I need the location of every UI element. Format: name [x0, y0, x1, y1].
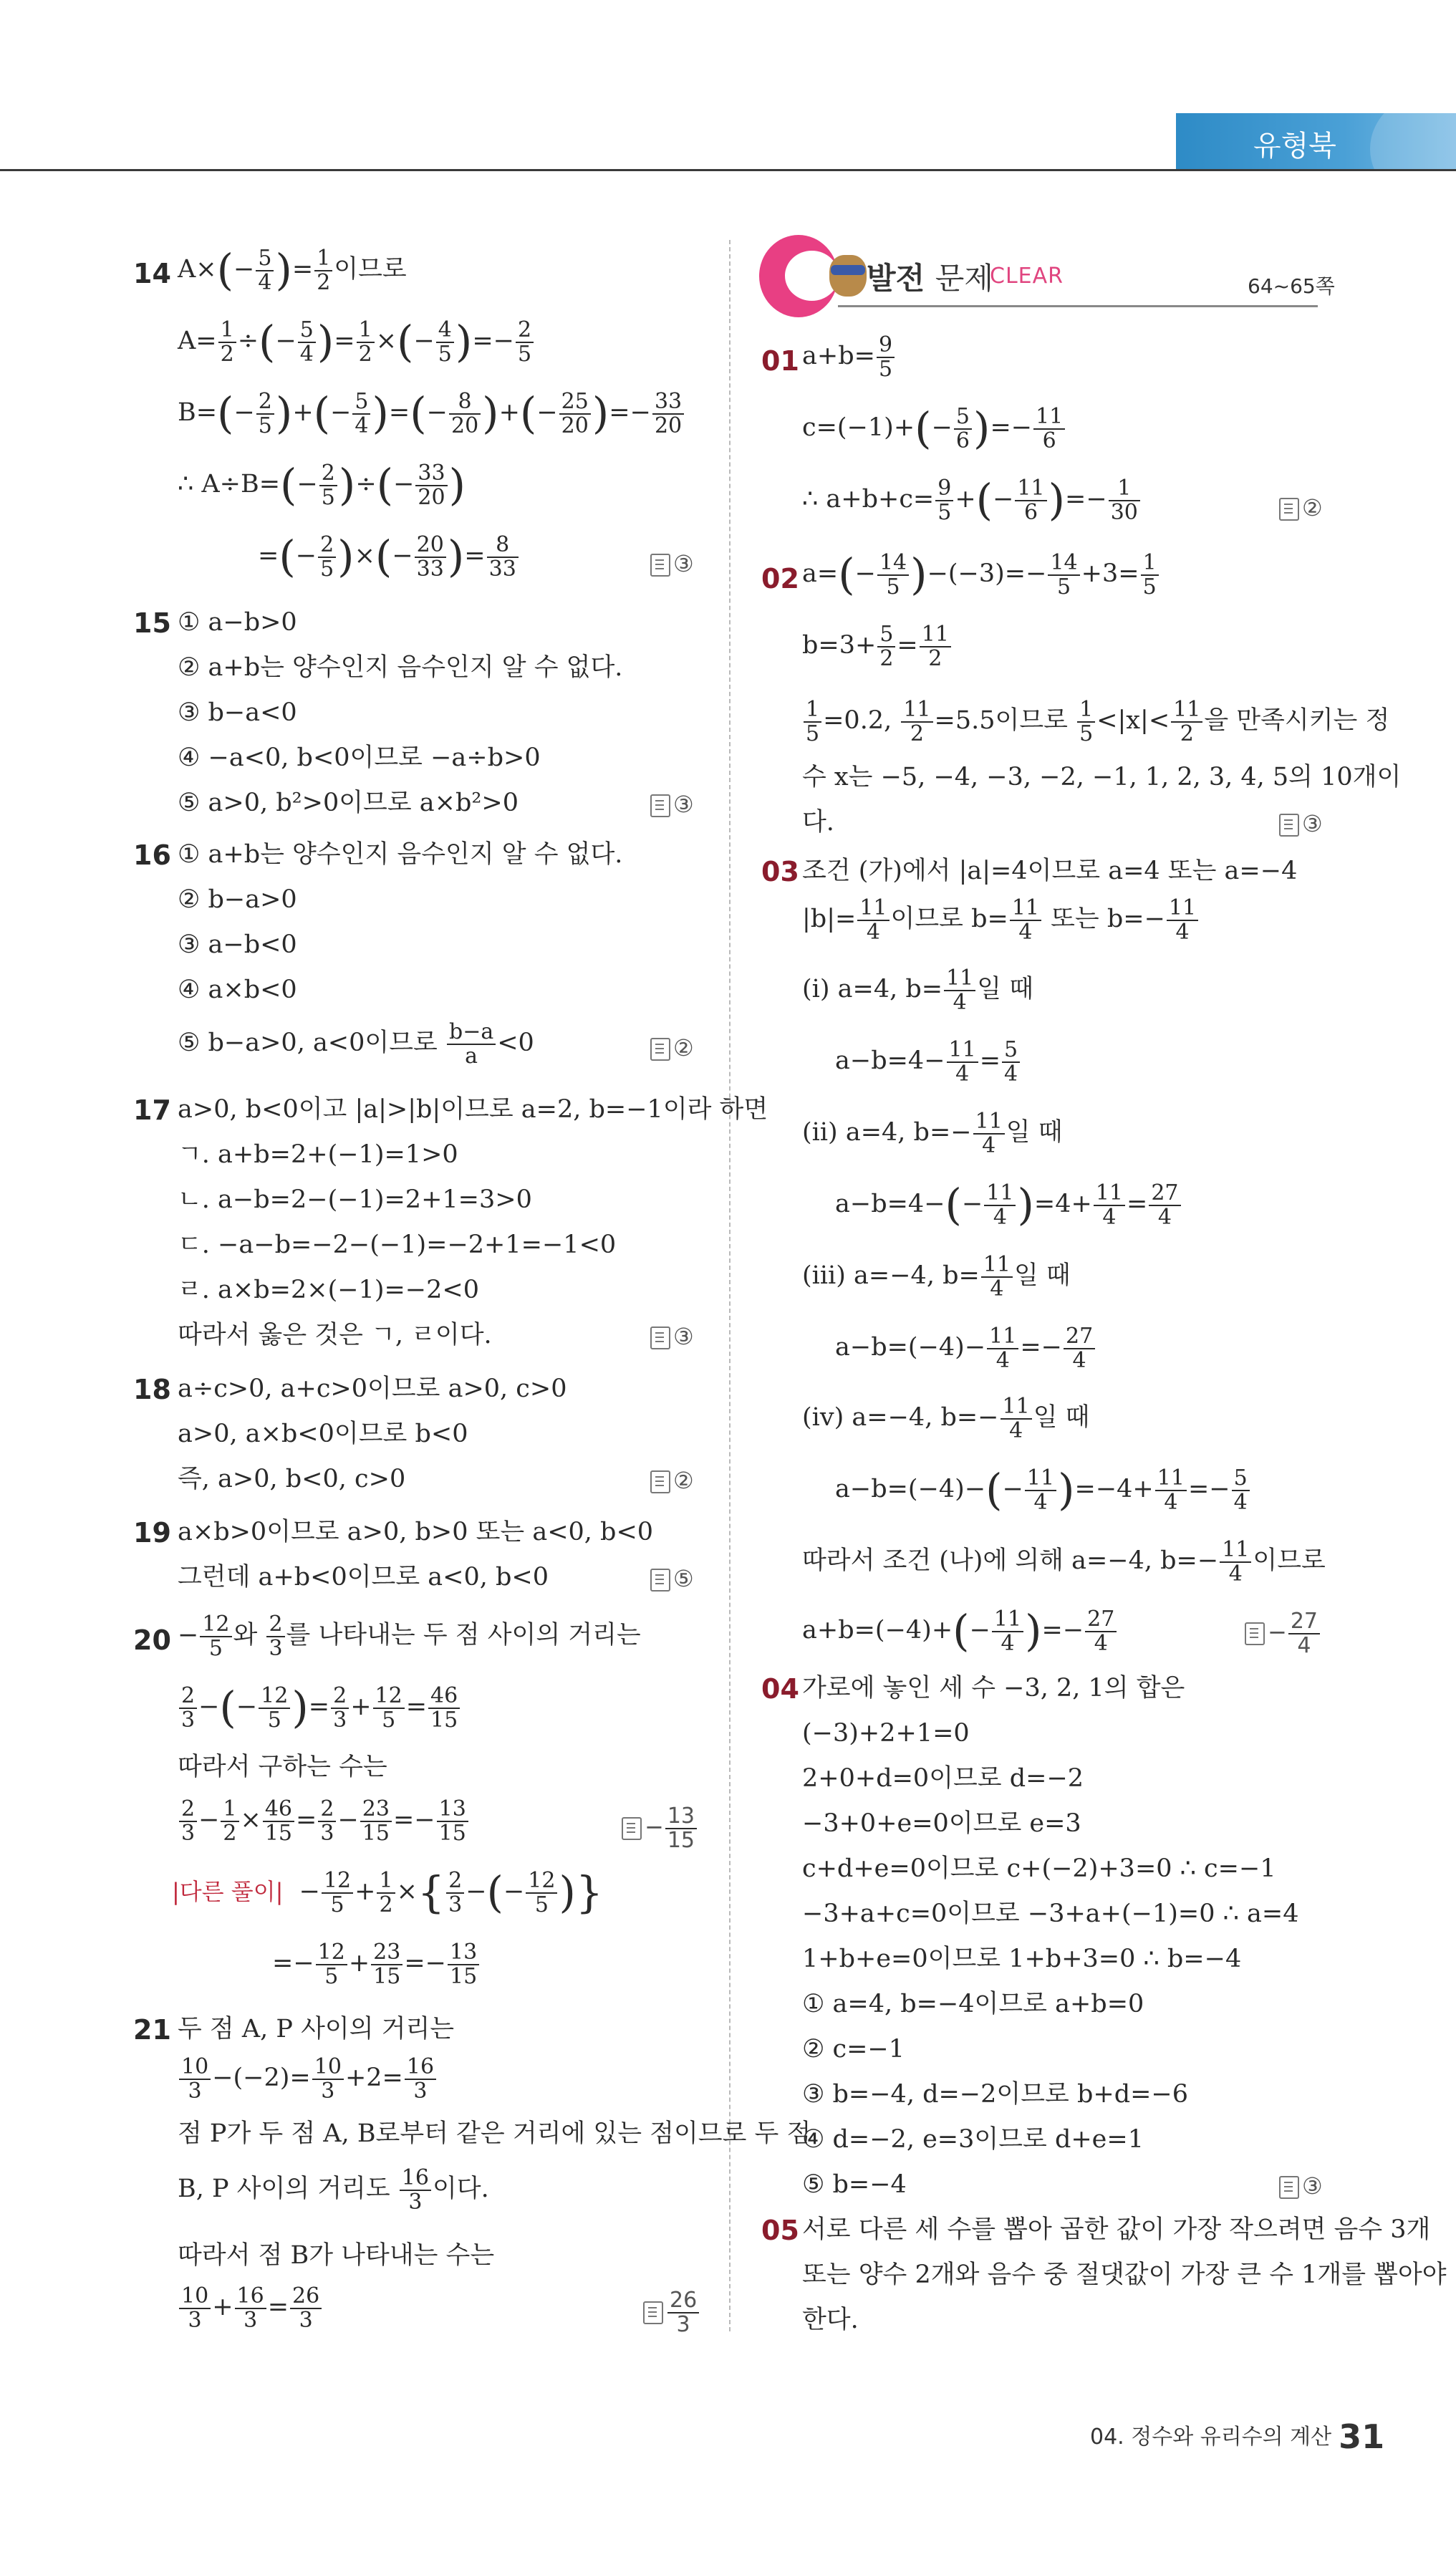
answer-mark: ③: [1279, 2172, 1323, 2200]
equation-line: A×(− $\frac{5}{4}$ )= $\frac{1}{2}$ 이므로: [178, 245, 407, 296]
problem-number: 04: [761, 1673, 799, 1705]
tab-label: 유형북: [1253, 130, 1336, 163]
equation-line: (ⅱ) a=4, b=− $\frac{11}{4}$ 일 때: [802, 1109, 1063, 1158]
mascot-glasses-icon: [831, 265, 865, 275]
list-item: −3+a+c=0이므로 −3+a+(−1)=0 ∴ a=4: [802, 1899, 1299, 1928]
problem-number: 16: [133, 839, 171, 871]
equation-line: =− $\frac{12}{5}$ + $\frac{23}{15}$ =− $\frac{13}{15}$: [272, 1941, 481, 1988]
list-item: ② c=−1: [802, 2035, 905, 2064]
equation-line: $\frac{1}{5}$ =0.2, $\frac{11}{2}$ =5.5이므로 $\frac{1}{5}$ <|x|< $\frac{11}{2}$ 을 만족시키는 정: [802, 698, 1389, 745]
equation-line: |b|= $\frac{11}{4}$ 이므로 b= $\frac{11}{4}$ 또는 b=− $\frac{11}{4}$: [802, 897, 1200, 943]
problem-number: 20: [133, 1624, 171, 1656]
clear-logo-icon: [759, 235, 838, 317]
answer-mark: ②: [650, 1034, 694, 1061]
equation-line: $\frac{2}{3}$ − $\frac{1}{2}$ × $\frac{46}{15}$ = $\frac{2}{3}$ − $\frac{23}{15}$ =− $\frac{13}{15}$: [178, 1798, 470, 1844]
section-title: 발전 문제: [867, 261, 993, 296]
page-footer: [1090, 2417, 1384, 2456]
equation-line: A= $\frac{1}{2}$ ÷(− $\frac{5}{4}$ )= $\frac{1}{2}$ ×(− $\frac{4}{5}$ )=− $\frac{2}{5}$: [178, 319, 535, 365]
list-item: a>0, b<0이고 |a|>|b|이므로 a=2, b=−1이라 하면: [178, 1095, 768, 1124]
banner-rule: [838, 305, 1318, 307]
list-item: ⑤ b=−4: [802, 2170, 907, 2199]
equation-line: (ⅲ) a=−4, b= $\frac{11}{4}$ 일 때: [802, 1252, 1071, 1301]
list-item: 따라서 옳은 것은 ㄱ, ㄹ이다.: [178, 1321, 492, 1349]
section-tab: [1176, 113, 1456, 170]
list-item: (−3)+2+1=0: [802, 1719, 970, 1748]
problem-number: 17: [133, 1094, 171, 1126]
problem-number: 18: [133, 1374, 171, 1405]
section-banner: [759, 235, 1318, 317]
equation-line: |다른 풀이| − $\frac{12}{5}$ + $\frac{1}{2}$ ×{ $\frac{2}{3}$ −(− $\frac{12}{5}$ )}: [172, 1867, 604, 1918]
answer-icon: [622, 1817, 642, 1840]
list-item: ① a−b>0: [178, 608, 297, 637]
answer-mark: ③: [650, 550, 694, 577]
equation-line: a=(− $\frac{14}{5}$ )−(−3)=− $\frac{14}{5}$ +3= $\frac{1}{5}$: [802, 552, 1160, 598]
list-item: 한다.: [802, 2306, 859, 2334]
list-item: ③ a−b<0: [178, 930, 297, 959]
text-line: 따라서 구하는 수는: [178, 1753, 387, 1781]
answer-mark: ③: [650, 1323, 694, 1350]
column-divider: [729, 240, 731, 2331]
text-line: 점 P가 두 점 A, B로부터 같은 거리에 있는 점이므로 두 점: [178, 2119, 811, 2148]
list-item: ② a+b는 양수인지 음수인지 알 수 없다.: [178, 653, 623, 682]
answer-icon: [1279, 814, 1299, 837]
equation-line: $\frac{10}{3}$ −(−2)= $\frac{10}{3}$ +2= $\frac{16}{3}$: [178, 2056, 438, 2102]
equation-line: a−b=4−(− $\frac{11}{4}$ )=4+ $\frac{11}{4}$ = $\frac{27}{4}$: [835, 1182, 1182, 1228]
problem-number: 01: [761, 345, 799, 377]
list-item: 그런데 a+b<0이므로 a<0, b<0: [178, 1563, 549, 1592]
equation-line: $\frac{10}{3}$ + $\frac{16}{3}$ = $\frac{26}{3}$: [178, 2285, 323, 2331]
problem-number: 21: [133, 2014, 171, 2046]
equation-line: $\frac{2}{3}$ −(− $\frac{12}{5}$ )= $\frac{2}{3}$ + $\frac{12}{5}$ = $\frac{46}{15}$: [178, 1685, 461, 1731]
answer-mark: $\frac{26}{3}$: [643, 2289, 700, 2336]
problem-number: 19: [133, 1517, 171, 1549]
answer-icon: [650, 1569, 670, 1592]
equation-line: B=(− $\frac{2}{5}$ )+(− $\frac{5}{4}$ )=(− $\frac{8}{20}$ )+(− $\frac{25}{20}$ )=− $\frac{33}{20}$: [178, 390, 685, 437]
answer-mark: − $\frac{13}{15}$: [622, 1805, 698, 1852]
equation-line: c=(−1)+(− $\frac{5}{6}$ )=− $\frac{11}{6}$: [802, 405, 1066, 452]
list-item: ⑤ b−a>0, a<0이므로 $\frac{b-a}{a}$ <0: [178, 1019, 534, 1069]
answer-icon: [650, 554, 670, 577]
list-item: 즉, a>0, b<0, c>0: [178, 1465, 406, 1493]
equation-line: ∴ A÷B=(− $\frac{2}{5}$ )÷(− $\frac{33}{20}$ ): [178, 460, 466, 511]
problem-number: 05: [761, 2215, 799, 2246]
text-line: B, P 사이의 거리도 $\frac{16}{3}$ 이다.: [178, 2165, 489, 2215]
list-item: ㄷ. −a−b=−2−(−1)=−2+1=−1<0: [178, 1231, 617, 1259]
text-line: 따라서 점 B가 나타내는 수는: [178, 2241, 495, 2270]
list-item: 2+0+d=0이므로 d=−2: [802, 1764, 1084, 1793]
answer-icon: [650, 1470, 670, 1493]
answer-mark: − $\frac{27}{4}$: [1245, 1610, 1321, 1657]
answer-mark: ②: [650, 1467, 694, 1494]
answer-icon: [643, 2301, 663, 2324]
list-item: ④ d=−2, e=3이므로 d+e=1: [802, 2125, 1144, 2154]
list-item: ① a=4, b=−4이므로 a+b=0: [802, 1990, 1144, 2018]
list-item: ① a+b는 양수인지 음수인지 알 수 없다.: [178, 840, 623, 869]
equation-line: ∴ a+b+c= $\frac{9}{5}$ +(− $\frac{11}{6}$ )=− $\frac{1}{30}$: [802, 477, 1142, 524]
equation-line: b=3+ $\frac{5}{2}$ = $\frac{11}{2}$: [802, 623, 953, 670]
list-item: ㄱ. a+b=2+(−1)=1>0: [178, 1140, 458, 1169]
page-range: 64~65쪽: [1248, 274, 1335, 298]
list-item: −3+0+e=0이므로 e=3: [802, 1809, 1081, 1838]
list-item: 가로에 놓인 세 수 −3, 2, 1의 합은: [802, 1674, 1185, 1703]
tab-decoration: [1370, 113, 1456, 170]
problem-number: 15: [133, 607, 171, 639]
answer-icon: [650, 1038, 670, 1061]
answer-icon: [1279, 498, 1299, 521]
equation-line: a−b=(−4)− $\frac{11}{4}$ =− $\frac{27}{4}$: [835, 1325, 1096, 1372]
equation-line: a+b= $\frac{9}{5}$: [802, 334, 896, 380]
problem-number: 03: [761, 856, 799, 887]
section-title-en: CLEAR: [990, 264, 1064, 289]
answer-mark: ②: [1279, 494, 1323, 521]
list-item: 또는 양수 2개와 음수 중 절댓값이 가장 큰 수 1개를 뽑아야: [802, 2260, 1447, 2289]
answer-mark: ⑤: [650, 1565, 694, 1592]
list-item: a×b>0이므로 a>0, b>0 또는 a<0, b<0: [178, 1518, 654, 1546]
mascot-icon: [829, 255, 867, 297]
answer-mark: ③: [1279, 810, 1323, 837]
equation-line: (ⅰ) a=4, b= $\frac{11}{4}$ 일 때: [802, 966, 1034, 1015]
list-item: ③ b−a<0: [178, 698, 297, 727]
equation-line: 따라서 조건 (나)에 의해 a=−4, b=− $\frac{11}{4}$ 이므로: [802, 1537, 1326, 1586]
list-item: ③ b=−4, d=−2이므로 b+d=−6: [802, 2080, 1189, 2109]
equation-line: (ⅳ) a=−4, b=− $\frac{11}{4}$ 일 때: [802, 1394, 1090, 1443]
alt-solution-label: |다른 풀이|: [172, 1878, 284, 1905]
list-item: ㄴ. a−b=2−(−1)=2+1=3>0: [178, 1185, 532, 1214]
equation-line: a+b=(−4)+(− $\frac{11}{4}$ )=− $\frac{27}{4}$: [802, 1608, 1118, 1655]
list-item: 서로 다른 세 수를 뽑아 곱한 값이 가장 작으려면 음수 3개: [802, 2215, 1431, 2244]
answer-icon: [1245, 1622, 1265, 1645]
list-item: ⑤ a>0, b²>0이므로 a×b²>0: [178, 789, 519, 817]
text-line: 두 점 A, P 사이의 거리는: [178, 2015, 455, 2043]
problem-number: 14: [133, 258, 171, 289]
list-item: ④ a×b<0: [178, 976, 297, 1004]
list-item: ② b−a>0: [178, 885, 297, 914]
list-item: ④ −a<0, b<0이므로 −a÷b>0: [178, 743, 541, 772]
header-rule: [0, 169, 1456, 171]
text-line: 조건 (가)에서 |a|=4이므로 a=4 또는 a=−4: [802, 857, 1298, 885]
answer-icon: [1279, 2176, 1299, 2199]
text-line: 수 x는 −5, −4, −3, −2, −1, 1, 2, 3, 4, 5의 10개이: [802, 763, 1402, 791]
text-line: 다.: [802, 808, 834, 837]
equation-line: − $\frac{12}{5}$ 와 $\frac{2}{3}$ 를 나타내는 두 점 사이의 거리는: [178, 1612, 641, 1661]
list-item: 1+b+e=0이므로 1+b+3=0 ∴ b=−4: [802, 1945, 1242, 1973]
answer-mark: ③: [650, 791, 694, 818]
equation-line: a−b=4− $\frac{11}{4}$ = $\frac{5}{4}$: [835, 1039, 1021, 1085]
list-item: a>0, a×b<0이므로 b<0: [178, 1420, 468, 1448]
page-number: 31: [1339, 2417, 1385, 2456]
answer-icon: [650, 1326, 670, 1349]
list-item: ㄹ. a×b=2×(−1)=−2<0: [178, 1276, 479, 1304]
problem-number: 02: [761, 563, 799, 594]
chapter-title: 04. 정수와 유리수의 계산: [1090, 2425, 1332, 2450]
equation-line: a−b=(−4)−(− $\frac{11}{4}$ )=−4+ $\frac{11}{4}$ =− $\frac{5}{4}$: [835, 1467, 1251, 1513]
list-item: c+d+e=0이므로 c+(−2)+3=0 ∴ c=−1: [802, 1854, 1276, 1883]
answer-icon: [650, 794, 670, 817]
list-item: a÷c>0, a+c>0이므로 a>0, c>0: [178, 1374, 567, 1403]
equation-line: =(− $\frac{2}{5}$ )×(− $\frac{20}{33}$ )= $\frac{8}{33}$: [258, 534, 520, 580]
